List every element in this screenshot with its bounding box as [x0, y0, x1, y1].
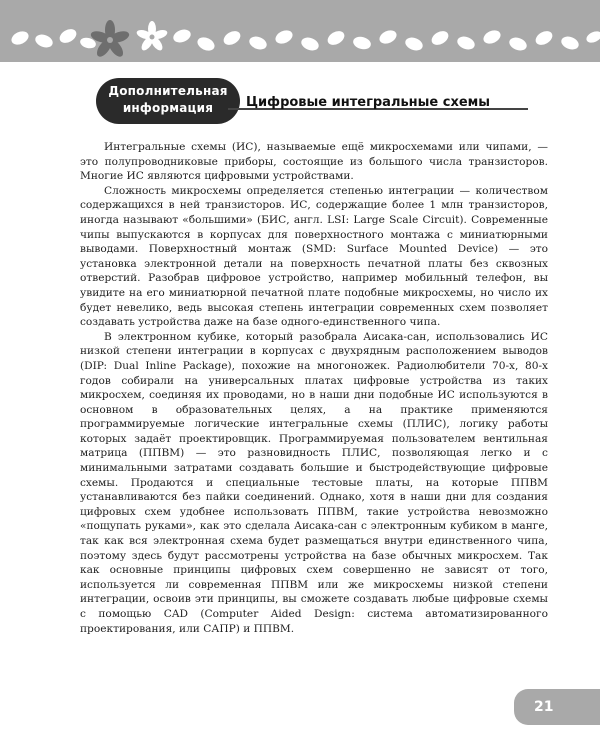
info-badge-line1: Дополнительная [108, 84, 228, 98]
info-badge-line2: информация [122, 101, 214, 115]
paragraph: Сложность микросхемы определяется степенью интеграции — количеством содержащихся в ней транзисторов. ИС, содержащие более 1 млн транзисторов, иногда называют «большими» (БИС, англ. LSI: Large Scale Circuit). Современные чипы выпускаются в корпусах для поверхностного монтажа с миниатюрными выводами. Поверхностный монтаж (SMD: Surface Mounted Device) — это установка электронной детали на поверхность печатной платы без сквозных отверстий. Разобрав цифровое устройство, например мобильный телефон, вы увидите на его миниатюрной печатной плате подобные микросхемы, но число их будет невелико, ведь высокая степень интеграции современных схем позволяет создавать устройства даже на базе одного-единственного чипа. [80, 184, 548, 329]
page-number: 21 [514, 689, 600, 725]
info-badge [96, 78, 240, 124]
paragraph: Интегральные схемы (ИС), называемые ещё микросхемами или чипами, — это полупроводниковые приборы, состоящие из большого числа транзисторов. Многие ИС являются цифровыми устройствами. [80, 141, 548, 183]
leaf-pattern-icon [0, 0, 600, 62]
section-heading [96, 78, 526, 126]
section-title: Цифровые интегральные схемы [246, 95, 491, 110]
body-text [80, 140, 548, 636]
info-badge-text [104, 83, 232, 117]
decorative-header-band [0, 0, 600, 62]
paragraph: В электронном кубике, который разобрала Аисака-сан, использовались ИС низкой степени интеграции в корпусах с двухрядным расположением выводов (DIP: Dual Inline Package), похожие на многоножек. Радиолюбители 70-х, 80-х годов собирали на универсальных платах цифровые устройства из таких микросхем, соединяя их проводами, но в наши дни подобные ИС используются в основном в образовательных целях, а на практике применяются программируемые логические интегральные схемы (ПЛИС), логику работы которых задаёт проектировщик. Программируемая пользователем вентильная матрица (ППВМ) — это разновидность ПЛИС, позволяющая легко и с минимальными затратами создавать большие и быстродействующие цифровые схемы. Продаются и специальные тестовые платы, на которые ППВМ устанавливаются без пайки соединений. Однако, хотя в наши дни для создания цифровых схем удобнее использовать ППВМ, такие устройства невозможно «пощупать руками», как это сделала Аисака-сан с электронным кубиком в манге, так как вся электронная схема будет размещаться внутри единственного чипа, поэтому здесь будут рассмотрены устройства на базе обычных микросхем. Так как основные принципы цифровых схем совершенно не зависят от того, используется ли современная ППВМ или же микросхемы низкой степени интеграции, освоив эти принципы, вы сможете создавать любые цифровые схемы с помощью CAD (Computer Aided Design: система автоматизированного проектирования, или САПР) и ППВМ. [80, 330, 548, 635]
